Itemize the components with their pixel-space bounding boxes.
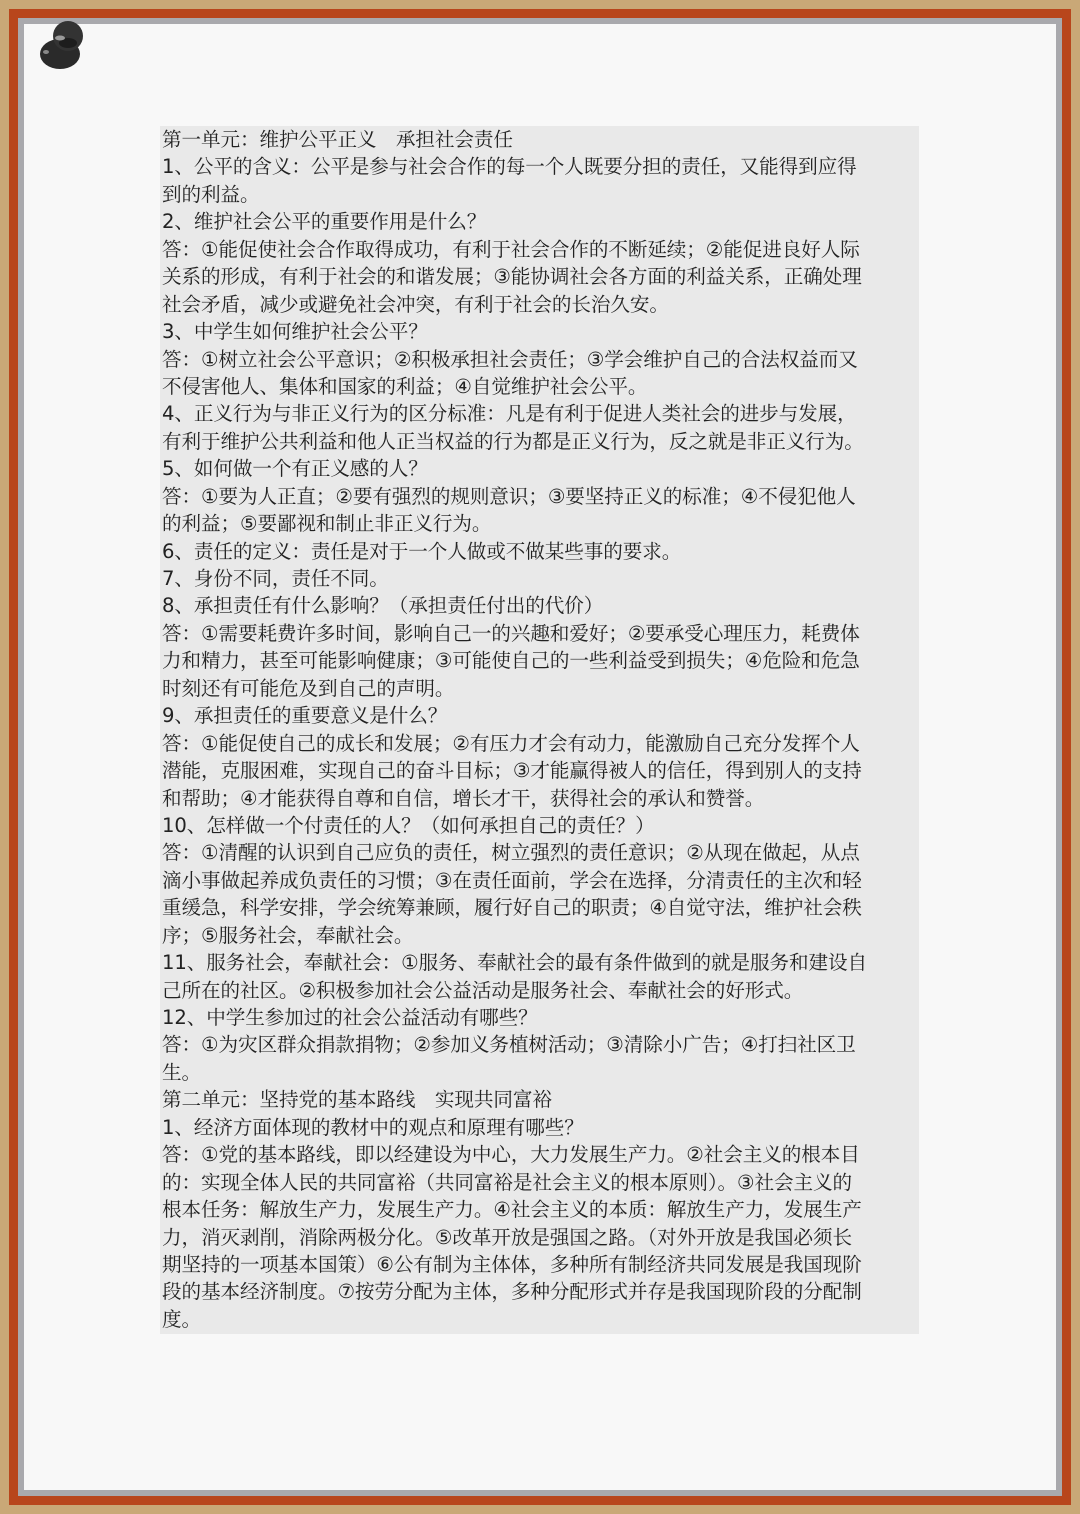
document-line: 2、维护社会公平的重要作用是什么？ (162, 210, 487, 234)
push-pin-icon (34, 16, 94, 72)
document-line: 11、服务社会，奉献社会：①服务、奉献社会的最有条件做到的就是服务和建设自 (162, 951, 867, 975)
document-line: 7、身份不同，责任不同。 (162, 567, 389, 590)
document-line: 潜能，克服困难，实现自己的奋斗目标；③才能赢得被人的信任，得到别人的支持 (162, 759, 862, 783)
document-line: 度。 (162, 1307, 201, 1331)
document-line: 答：①树立社会公平意识；②积极承担社会责任；③学会维护自己的合法权益而又 (162, 347, 858, 371)
document-line: 力和精力，甚至可能影响健康；③可能使自己的一些利益受到损失；④危险和危急 (162, 649, 860, 673)
document-body (162, 126, 922, 1333)
document-line: 答：①需要耗费许多时间，影响自己一的兴趣和爱好；②要承受心理压力，耗费体 (162, 621, 860, 645)
document-line: 8、承担责任有什么影响？（承担责任付出的代价） (162, 594, 604, 618)
document-line: 答：①要为人正直；②要有强烈的规则意识；③要坚持正义的标准；④不侵犯他人 (162, 484, 856, 508)
document-line: 和帮助；④才能获得自尊和自信，增长才干，获得社会的承认和赞誉。 (162, 786, 765, 810)
document-line: 序；⑤服务社会，奉献社会。 (162, 923, 414, 947)
document-line: 关系的形成，有利于社会的和谐发展；③能协调社会各方面的利益关系，正确处理 (162, 265, 862, 289)
document-line: 到的利益。 (162, 182, 260, 206)
document-line: 答：①清醒的认识到自己应负的责任，树立强烈的责任意识；②从现在做起，从点 (162, 841, 860, 865)
document-line: 6、责任的定义：责任是对于一个人做或不做某些事的要求。 (162, 539, 682, 563)
document-line: 期坚持的一项基本国策）⑥公有制为主体体，多种所有制经济共同发展是我国现阶 (162, 1252, 862, 1276)
document-line: 力，消灭剥削，消除两极分化。⑤改革开放是强国之路。（对外开放是我国必须长 (162, 1225, 852, 1249)
document-line: 时刻还有可能危及到自己的声明。 (162, 676, 455, 700)
document-line: 答：①能促使自己的成长和发展；②有压力才会有动力，能激励自己充分发挥个人 (162, 731, 860, 755)
document-line: 12、中学生参加过的社会公益活动有哪些？ (162, 1006, 538, 1029)
document-line: 有利于维护公共利益和他人正当权益的行为都是正义行为，反之就是非正义行为。 (162, 429, 864, 453)
document-line: 9、承担责任的重要意义是什么？ (162, 704, 448, 728)
document-line: 根本任务：解放生产力，发展生产力。④社会主义的本质：解放生产力，发展生产 (162, 1198, 862, 1222)
document-line: 答：①能促使社会合作取得成功，有利于社会合作的不断延续；②能促进良好人际 (162, 237, 860, 261)
document-line: 答：①党的基本路线，即以经建设为中心，大力发展生产力。②社会主义的根本目 (162, 1143, 860, 1167)
document-line: 滴小事做起养成负责任的习惯；③在责任面前，学会在选择，分清责任的主次和轻 (162, 868, 862, 892)
document-line: 生。 (162, 1060, 201, 1084)
document-line: 10、怎样做一个付责任的人？（如何承担自己的责任？） (162, 813, 655, 837)
document-line: 重缓急，科学安排，学会统筹兼顾，履行好自己的职责；④自觉守法，维护社会秩 (162, 896, 862, 920)
document-line: 的利益；⑤要鄙视和制止非正义行为。 (162, 512, 492, 536)
document-line: 4、正义行为与非正义行为的区分标准：凡是有利于促进人类社会的进步与发展， (162, 402, 857, 426)
document-line: 3、中学生如何维护社会公平？ (162, 320, 428, 344)
document-line: 社会矛盾，减少或避免社会冲突，有利于社会的长治久安。 (162, 292, 669, 316)
document-line: 1、公平的含义：公平是参与社会合作的每一个人既要分担的责任，又能得到应得 (162, 155, 857, 179)
document-line: 不侵害他人、集体和国家的利益；④自觉维护社会公平。 (162, 374, 648, 398)
document-line: 5、如何做一个有正义感的人？ (162, 457, 428, 481)
document-line: 第二单元：坚持党的基本路线 实现共同富裕 (162, 1088, 552, 1112)
document-line: 1、经济方面体现的教材中的观点和原理有哪些？ (162, 1115, 584, 1139)
document-line: 答：①为灾区群众捐款捐物；②参加义务植树活动；③清除小广告；④打扫社区卫 (162, 1033, 856, 1057)
document-line: 的：实现全体人民的共同富裕（共同富裕是社会主义的根本原则）。③社会主义的 (162, 1170, 852, 1194)
document-line: 第一单元：维护公平正义 承担社会责任 (162, 128, 513, 151)
document-line: 己所在的社区。②积极参加社会公益活动是服务社会、奉献社会的好形式。 (162, 978, 804, 1002)
document-line: 段的基本经济制度。⑦按劳分配为主体，多种分配形式并存是我国现阶段的分配制 (162, 1280, 862, 1304)
